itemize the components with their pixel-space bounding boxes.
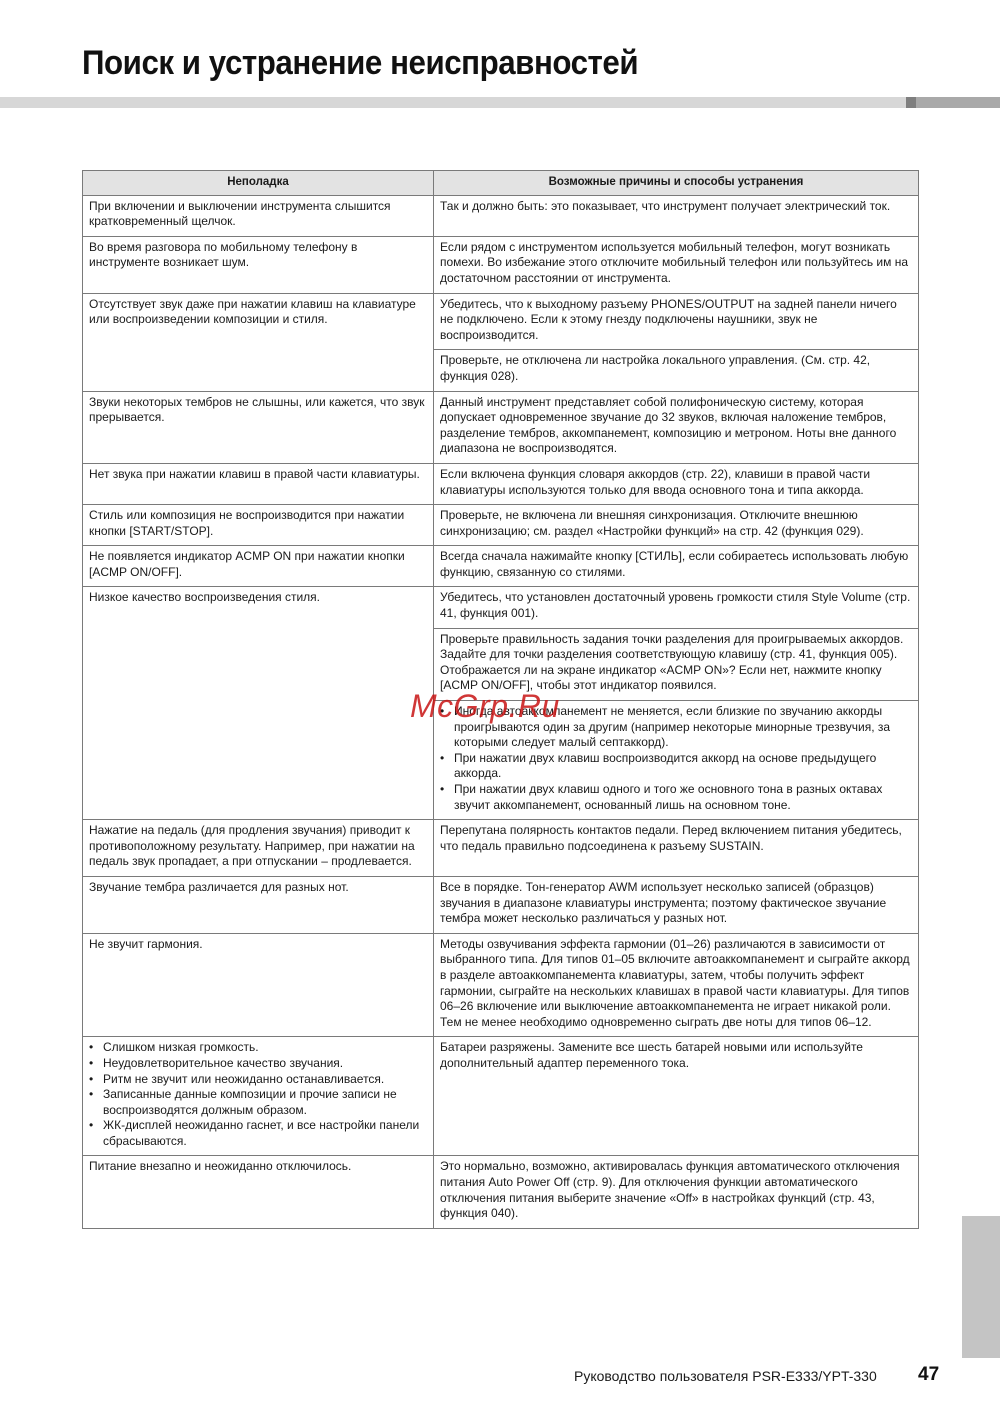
table-row (83, 1156, 919, 1228)
list-item: • Слишком низкая громкость. (103, 1040, 427, 1056)
list-item: • При нажатии двух клавиш воспроизводится аккорд на основе предыдущего аккорда. (454, 751, 912, 782)
list-item: • При нажатии двух клавиш одного и того же основного тона в разных октавах звучит аккомпанемент, основанный лишь на основном тоне. (454, 782, 912, 813)
solution-paragraph: Проверьте правильность задания точки разделения для проигрываемых аккордов. Задайте для точки разделения соответствующую клавишу (стр. 41, функция 005). (440, 631, 904, 662)
table-row (83, 876, 919, 933)
solution-cell: Если рядом с инструментом используется мобильный телефон, могут возникать помехи. Во избежание этого отключите мобильный телефон или пользуйтесь им на достаточном расстоянии от инструмента. (434, 236, 919, 293)
problem-cell: При включении и выключении инструмента слышится кратковременный щелчок. (83, 195, 434, 236)
table-row (83, 587, 919, 628)
table-row (83, 391, 919, 463)
bullet-list (89, 1040, 427, 1149)
solution-cell: Так и должно быть: это показывает, что инструмент получает электрический ток. (434, 195, 919, 236)
problem-cell: Стиль или композиция не воспроизводится при нажатии кнопки [START/STOP]. (83, 505, 434, 546)
page-title: Поиск и устранение неисправностей (82, 44, 639, 82)
solution-cell: Это нормально, возможно, активировалась функция автоматического отключения питания Auto Power Off (стр. 9). Для отключения функции автоматического отключения питания выберите значение «Off» в настройках функций (стр. 43, функция 040). (434, 1156, 919, 1228)
problem-cell: Нет звука при нажатии клавиш в правой части клавиатуры. (83, 463, 434, 504)
title-rule-accent-dark (906, 97, 916, 108)
table-row (83, 505, 919, 546)
problem-cell: Звучание тембра различается для разных нот. (83, 876, 434, 933)
problem-cell (83, 1037, 434, 1156)
table-row (83, 820, 919, 877)
table-row (83, 1037, 919, 1156)
column-header-problem: Неполадка (83, 171, 434, 196)
list-item: • Иногда автоаккомпанемент не меняется, если близкие по звучанию аккорды проигрываются один за другим (например некоторые минорные трезвучия, за которыми следует малый септаккорд). (454, 704, 912, 751)
solution-cell: Проверьте, не отключена ли настройка локального управления. (См. стр. 42, функция 028). (434, 350, 919, 391)
problem-cell: Низкое качество воспроизведения стиля. (83, 587, 434, 820)
solution-cell: Убедитесь, что установлен достаточный уровень громкости стиля Style Volume (стр. 41, функция 001). (434, 587, 919, 628)
title-rule (0, 97, 1000, 108)
problem-cell: Звуки некоторых тембров не слышны, или кажется, что звук прерывается. (83, 391, 434, 463)
problem-cell: Не появляется индикатор ACMP ON при нажатии кнопки [ACMP ON/OFF]. (83, 546, 434, 587)
column-header-solution: Возможные причины и способы устранения (434, 171, 919, 196)
list-item: • Неудовлетворительное качество звучания. (103, 1056, 427, 1072)
solution-cell: Проверьте, не включена ли внешняя синхронизация. Отключите внешнюю синхронизацию; см. раздел «Настройки функций» на стр. 42 (функция 029). (434, 505, 919, 546)
side-tab (962, 1216, 1000, 1358)
solution-cell: Перепутана полярность контактов педали. Перед включением питания убедитесь, что педаль правильно подсоединена к разъему SUSTAIN. (434, 820, 919, 877)
title-rule-accent-mid (916, 97, 1000, 108)
watermark: McGrp.Ru (410, 688, 560, 724)
list-item: • Записанные данные композиции и прочие записи не воспроизводятся должным образом. (103, 1087, 427, 1118)
list-item: • Ритм не звучит или неожиданно останавливается. (103, 1072, 427, 1088)
table-row (83, 546, 919, 587)
solution-paragraph: Отображается ли на экране индикатор «ACMP ON»? Если нет, нажмите кнопку [ACMP ON/OFF], чтобы этот индикатор появился. (440, 662, 882, 693)
problem-cell: Отсутствует звук даже при нажатии клавиш на клавиатуре или воспроизведении композиции и стиля. (83, 293, 434, 391)
solution-cell: Всегда сначала нажимайте кнопку [СТИЛЬ], если собираетесь использовать любую функцию, связанную со стилями. (434, 546, 919, 587)
problem-cell: Питание внезапно и неожиданно отключилось. (83, 1156, 434, 1228)
table-row (83, 195, 919, 236)
list-item: • ЖК-дисплей неожиданно гаснет, и все настройки панели сбрасываются. (103, 1118, 427, 1149)
solution-cell: Батареи разряжены. Замените все шесть батарей новыми или используйте дополнительный адаптер переменного тока. (434, 1037, 919, 1156)
table-row (83, 933, 919, 1037)
table-row (83, 463, 919, 504)
footer-manual-title: Руководство пользователя PSR-E333/YPT-330 (574, 1368, 877, 1384)
solution-cell: Все в порядке. Тон-генератор AWM использует несколько записей (образцов) звучания в диапазоне клавиатуры инструмента; поэтому фактическое звучание тембра может несколько различаться у разных нот. (434, 876, 919, 933)
table-header-row (83, 171, 919, 196)
problem-cell: Во время разговора по мобильному телефону в инструменте возникает шум. (83, 236, 434, 293)
solution-cell: Данный инструмент представляет собой полифоническую систему, которая допускает одновременное звучание до 32 звуков, включая наложение тембров, разделение тембров, аккомпанемент, композицию и метроном. Ноты вне данного диапазона не воспроизводятся. (434, 391, 919, 463)
page-number: 47 (918, 1364, 940, 1385)
problem-cell: Нажатие на педаль (для продления звучания) приводит к противоположному результату. Например, при нажатии на педаль звук пропадает, а при отпускании – продлевается. (83, 820, 434, 877)
solution-cell: Если включена функция словаря аккордов (стр. 22), клавиши в правой части клавиатуры используются только для ввода основного тона и типа аккорда. (434, 463, 919, 504)
problem-cell: Не звучит гармония. (83, 933, 434, 1037)
solution-cell: Методы озвучивания эффекта гармонии (01–26) различаются в зависимости от выбранного типа. Для типов 01–05 включите автоаккомпанемент и сыграйте аккорд в разделе автоаккомпанемента клавиатуры, затем, чтобы получить эффект гармонии, сыграйте на нескольких клавишах в правой части клавиатуры. Для типов 06–26 включение или выключение автоаккомпанемента не играет никакой роли. Тем не менее необходимо одновременно сыграть две ноты для типов 06–12. (434, 933, 919, 1037)
table-row (83, 293, 919, 350)
solution-cell: Убедитесь, что к выходному разъему PHONES/OUTPUT на задней панели ничего не подключено. Если к этому гнезду подключены наушники, звук не воспроизводится. (434, 293, 919, 350)
table-row (83, 236, 919, 293)
